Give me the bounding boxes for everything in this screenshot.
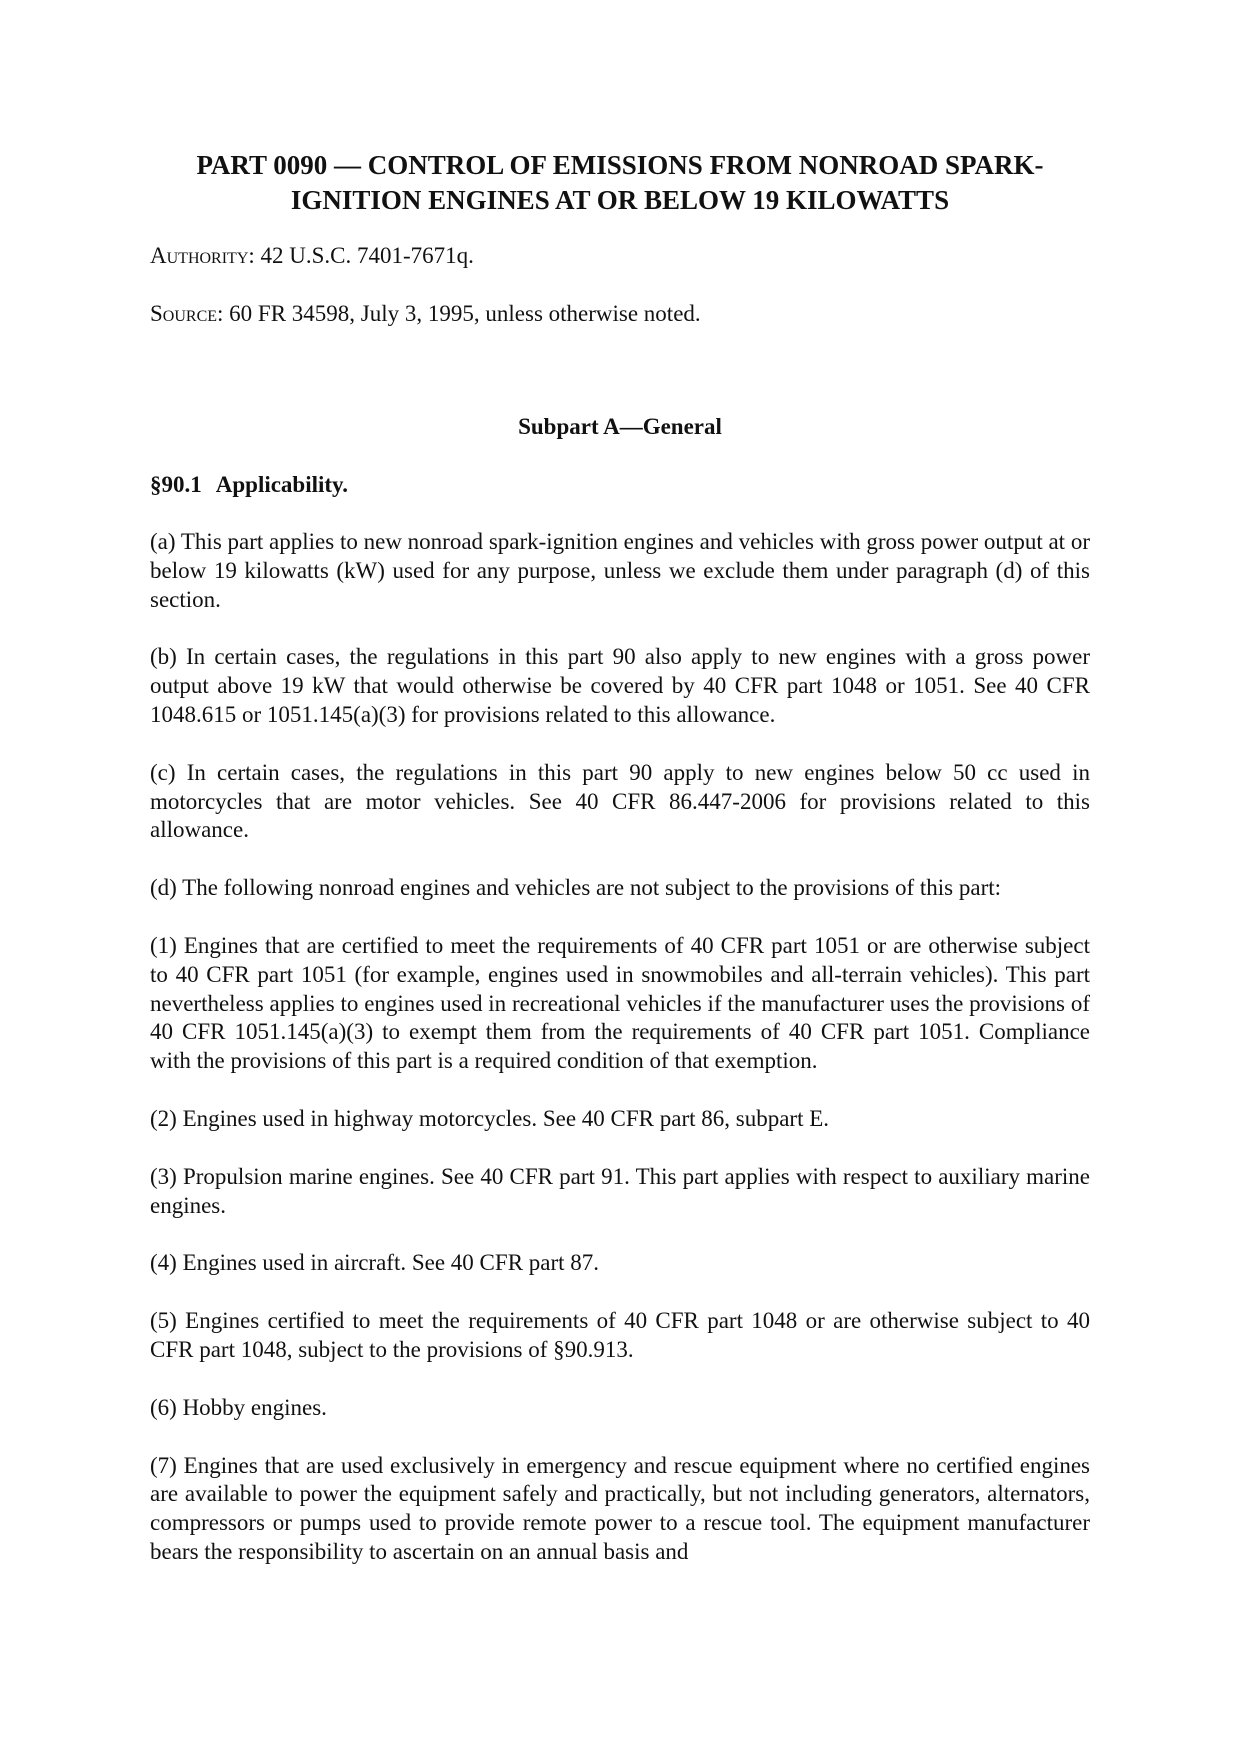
part-title: PART 0090 — CONTROL OF EMISSIONS FROM NONROAD SPARK-IGNITION ENGINES AT OR BELOW 19 KILOWATTS <box>196 150 1044 215</box>
paragraph-c: (c) In certain cases, the regulations in this part 90 apply to new engines below 50 cc used in motorcycles that are motor vehicles. See 40 CFR 86.447-2006 for provisions related to this allowance. <box>150 759 1090 843</box>
section-number: §90.1 <box>150 472 202 497</box>
paragraph-b: (b) In certain cases, the regulations in this part 90 also apply to new engines with a gross power output above 19 kW that would otherwise be covered by 40 CFR part 1048 or 1051. See 40 CFR 1048.615 or 1051.145(a)(3) for provisions related to this allowance. <box>150 644 1090 727</box>
authority-text: : 42 U.S.C. 7401-7671q. <box>248 243 474 268</box>
section-title: Applicability. <box>215 472 349 497</box>
source-label: Source <box>150 301 218 326</box>
paragraph-d-1: (1) Engines that are certified to meet the requirements of 40 CFR part 1051 or are otherwise subject to 40 CFR part 1051 (for example, engines used in snowmobiles and all-terrain vehicles). This part nevertheless applies to engines used in recreational vehicles if the manufacturer uses the provisions of 40 CFR 1051.145(a)(3) to exempt them from the requirements of 40 CFR part 1051. Compliance with the provisions of this part is a required condition of that exemption. <box>150 932 1090 1074</box>
paragraph-d-6: (6) Hobby engines. <box>150 1394 327 1420</box>
section-heading <box>150 471 1090 499</box>
authority-label: Authority <box>150 243 249 268</box>
subpart-heading: Subpart A—General <box>518 414 722 439</box>
authority-line <box>150 242 1090 270</box>
paragraph-d-2: (2) Engines used in highway motorcycles. See 40 CFR part 86, subpart E. <box>150 1105 830 1131</box>
source-line <box>150 300 1090 328</box>
source-text: : 60 FR 34598, July 3, 1995, unless otherwise noted. <box>217 301 701 326</box>
paragraph-a: (a) This part applies to new nonroad spark-ignition engines and vehicles with gross power output at or below 19 kilowatts (kW) used for any purpose, unless we exclude them under paragraph (d) of this section. <box>150 529 1090 612</box>
paragraph-d-3: (3) Propulsion marine engines. See 40 CFR part 91. This part applies with respect to auxiliary marine engines. <box>150 1163 1090 1218</box>
paragraph-d-4: (4) Engines used in aircraft. See 40 CFR part 87. <box>150 1250 600 1276</box>
document-page <box>150 148 1090 1596</box>
paragraph-d: (d) The following nonroad engines and vehicles are not subject to the provisions of this part: <box>150 875 1002 901</box>
paragraph-d-5: (5) Engines certified to meet the requirements of 40 CFR part 1048 or are otherwise subject to 40 CFR part 1048, subject to the provisions of §90.913. <box>150 1308 1090 1362</box>
paragraph-d-7: (7) Engines that are used exclusively in emergency and rescue equipment where no certified engines are available to power the equipment safely and practically, but not including generators, alternators, compressors or pumps used to provide remote power to a rescue tool. The equipment manufacturer bears the responsibility to ascertain on an annual basis and <box>150 1452 1090 1564</box>
